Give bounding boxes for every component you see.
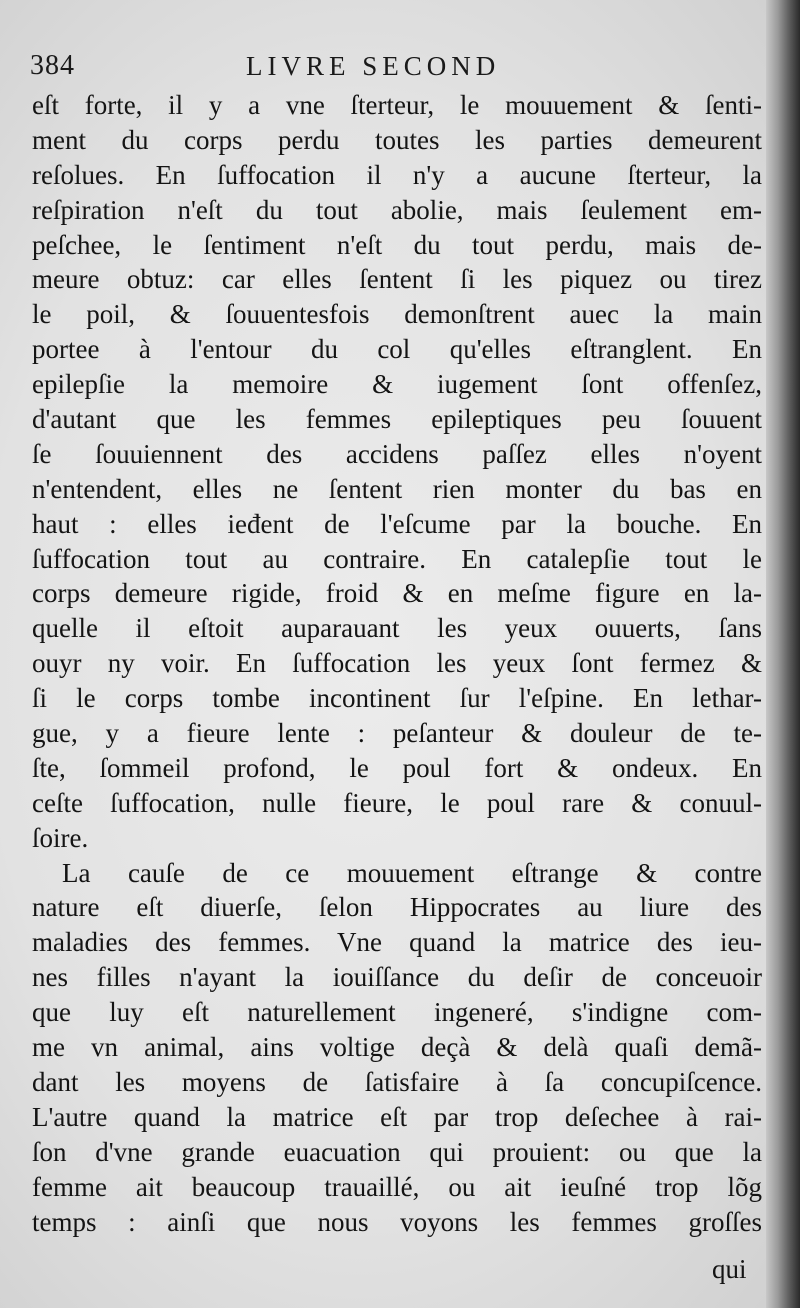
text-line: maladies des femmes. Vne quand la matrice des ieu- [32, 927, 762, 958]
text-line: ſuffocation tout au contraire. En catalepſie tout le [32, 543, 762, 574]
page-gutter-shadow [766, 0, 800, 1308]
text-line: me vn animal, ains voltige deçà & delà quaſi demã- [32, 1032, 762, 1063]
paragraph-first-line: La cauſe de ce mouuement eſtrange & contre [62, 857, 762, 888]
text-line: nature eſt diuerſe, ſelon Hippocrates au liure des [32, 892, 762, 923]
text-line: portee à l'entour du col qu'elles eſtranglent. En [32, 334, 762, 365]
catchword: qui [712, 1254, 747, 1284]
text-line: ment du corps perdu toutes les parties demeurent [32, 124, 762, 155]
text-line: le poil, & ſouuentesfois demonſtrent auec la main [32, 299, 762, 330]
text-line: nes filles n'ayant la iouiſſance du deſir de conceuoir [32, 962, 762, 993]
body-text [32, 88, 762, 1239]
text-line: meure obtuz: car elles ſentent ſi les piquez ou tirez [32, 264, 762, 295]
text-line: dant les moyens de ſatisfaire à ſa concupiſcence. [32, 1066, 762, 1097]
text-line: que luy eſt naturellement ingeneré, s'indigne com- [32, 997, 762, 1028]
text-line: reſolues. En ſuffocation il n'y a aucune ſterteur, la [32, 159, 762, 190]
text-line: L'autre quand la matrice eſt par trop deſechee à rai- [32, 1101, 762, 1132]
text-line: eſt forte, il y a vne ſterteur, le mouuement & ſenti- [32, 90, 762, 120]
text-line: femme ait beaucoup trauaillé, ou ait ieuſné trop lõg [32, 1171, 762, 1202]
text-line: gue, y a fieure lente : peſanteur & douleur de te- [32, 718, 762, 749]
text-line: haut : elles ieđent de l'eſcume par la bouche. En [32, 508, 762, 539]
text-line: ſoire. [32, 822, 89, 853]
text-line: ouyr ny voir. En ſuffocation les yeux ſont fermez & [32, 648, 762, 679]
text-line: quelle il eſtoit auparauant les yeux ouuerts, ſans [32, 613, 762, 644]
text-line: temps : ainſi que nous voyons les femmes groſſes [32, 1206, 762, 1237]
text-line: ſi le corps tombe incontinent ſur l'eſpine. En lethar- [32, 683, 762, 714]
text-line: reſpiration n'eſt du tout abolie, mais ſeulement em- [32, 194, 762, 225]
text-line: ceſte ſuffocation, nulle fieure, le poul rare & conuul- [32, 787, 762, 818]
text-line: ſte, ſommeil profond, le poul fort & ondeux. En [32, 752, 762, 783]
text-line: d'autant que les femmes epileptiques peu ſouuent [32, 404, 762, 435]
text-line: n'entendent, elles ne ſentent rien monter du bas en [32, 473, 762, 504]
text-line: peſchee, le ſentiment n'eſt du tout perdu, mais de- [32, 229, 762, 260]
text-line: ſe ſouuiennent des accidens paſſez elles n'oyent [32, 438, 762, 469]
text-line: epilepſie la memoire & iugement ſont offenſez, [32, 369, 762, 400]
page-header [30, 46, 760, 86]
text-line: ſon d'vne grande euacuation qui prouient: ou que la [32, 1136, 762, 1167]
text-line: corps demeure rigide, froid & en meſme figure en la- [32, 578, 762, 609]
running-head: LIVRE SECOND [246, 51, 501, 81]
page-number: 384 [30, 50, 75, 81]
